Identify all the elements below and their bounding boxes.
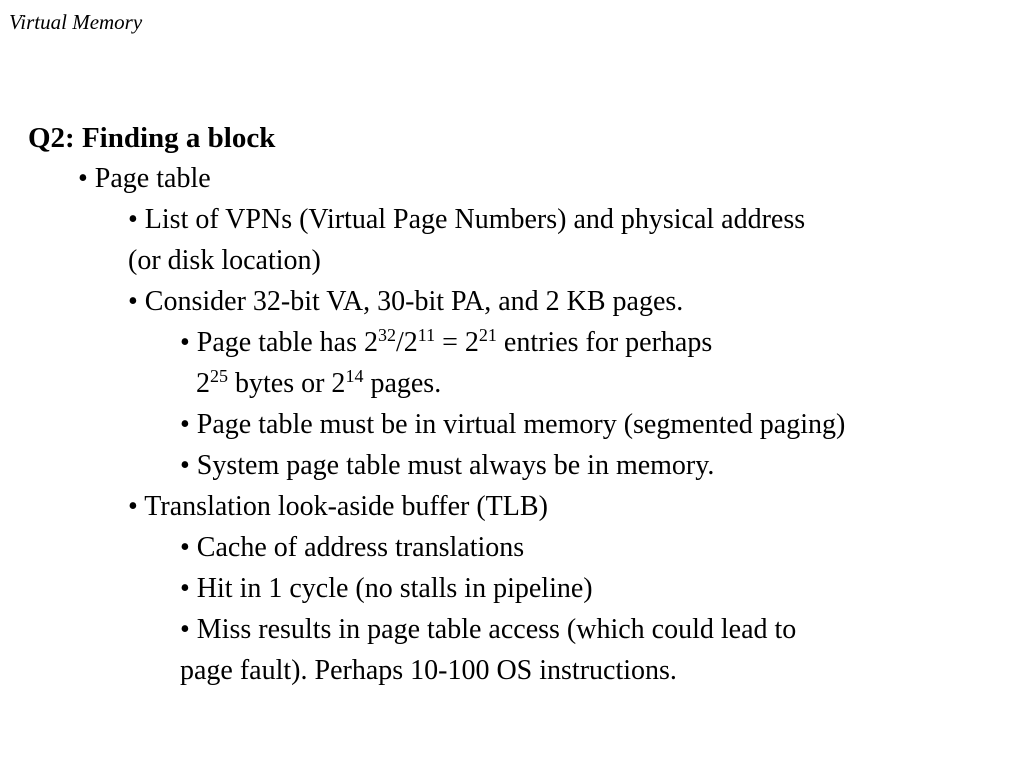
bytes-suffix: pages. — [363, 368, 442, 399]
pages-exp: 14 — [345, 366, 364, 387]
bullet-page-table: • Page table — [78, 163, 211, 194]
entries-exp-1: 32 — [377, 325, 396, 346]
entries-exp-3: 21 — [478, 325, 497, 346]
bullet-system-page-table: • System page table must always be in memory. — [180, 450, 715, 481]
bullet-virtual-memory: • Page table must be in virtual memory (segmented paging) — [180, 409, 846, 440]
bullet-page-table-entries — [180, 326, 712, 360]
entries-mid-2: = 2 — [435, 327, 479, 358]
entries-mid-1: /2 — [395, 327, 418, 358]
bullet-tlb: • Translation look-aside buffer (TLB) — [128, 491, 548, 522]
bullet-hit: • Hit in 1 cycle (no stalls in pipeline) — [180, 573, 593, 604]
bullet-miss: • Miss results in page table access (which could lead to — [180, 614, 797, 645]
bullet-page-table-entries-cont — [196, 367, 441, 401]
slide-header: Virtual Memory — [9, 10, 143, 34]
bullet-cache: • Cache of address translations — [180, 532, 525, 563]
bytes-exp: 25 — [210, 366, 228, 387]
bytes-mid: bytes or 2 — [228, 368, 346, 399]
bytes-base: 2 — [196, 368, 210, 399]
bullet-miss-cont: page fault). Perhaps 10-100 OS instructions. — [180, 655, 677, 686]
bullet-list-of-vpns-cont: (or disk location) — [128, 245, 321, 276]
slide-title: Q2: Finding a block — [28, 122, 276, 154]
entries-prefix: • Page table has 2 — [180, 327, 378, 358]
bullet-list-of-vpns: • List of VPNs (Virtual Page Numbers) and physical address — [128, 204, 806, 235]
bullet-consider: • Consider 32-bit VA, 30-bit PA, and 2 KB pages. — [128, 286, 684, 317]
entries-exp-2: 11 — [417, 325, 436, 346]
entries-suffix: entries for perhaps — [496, 327, 713, 358]
